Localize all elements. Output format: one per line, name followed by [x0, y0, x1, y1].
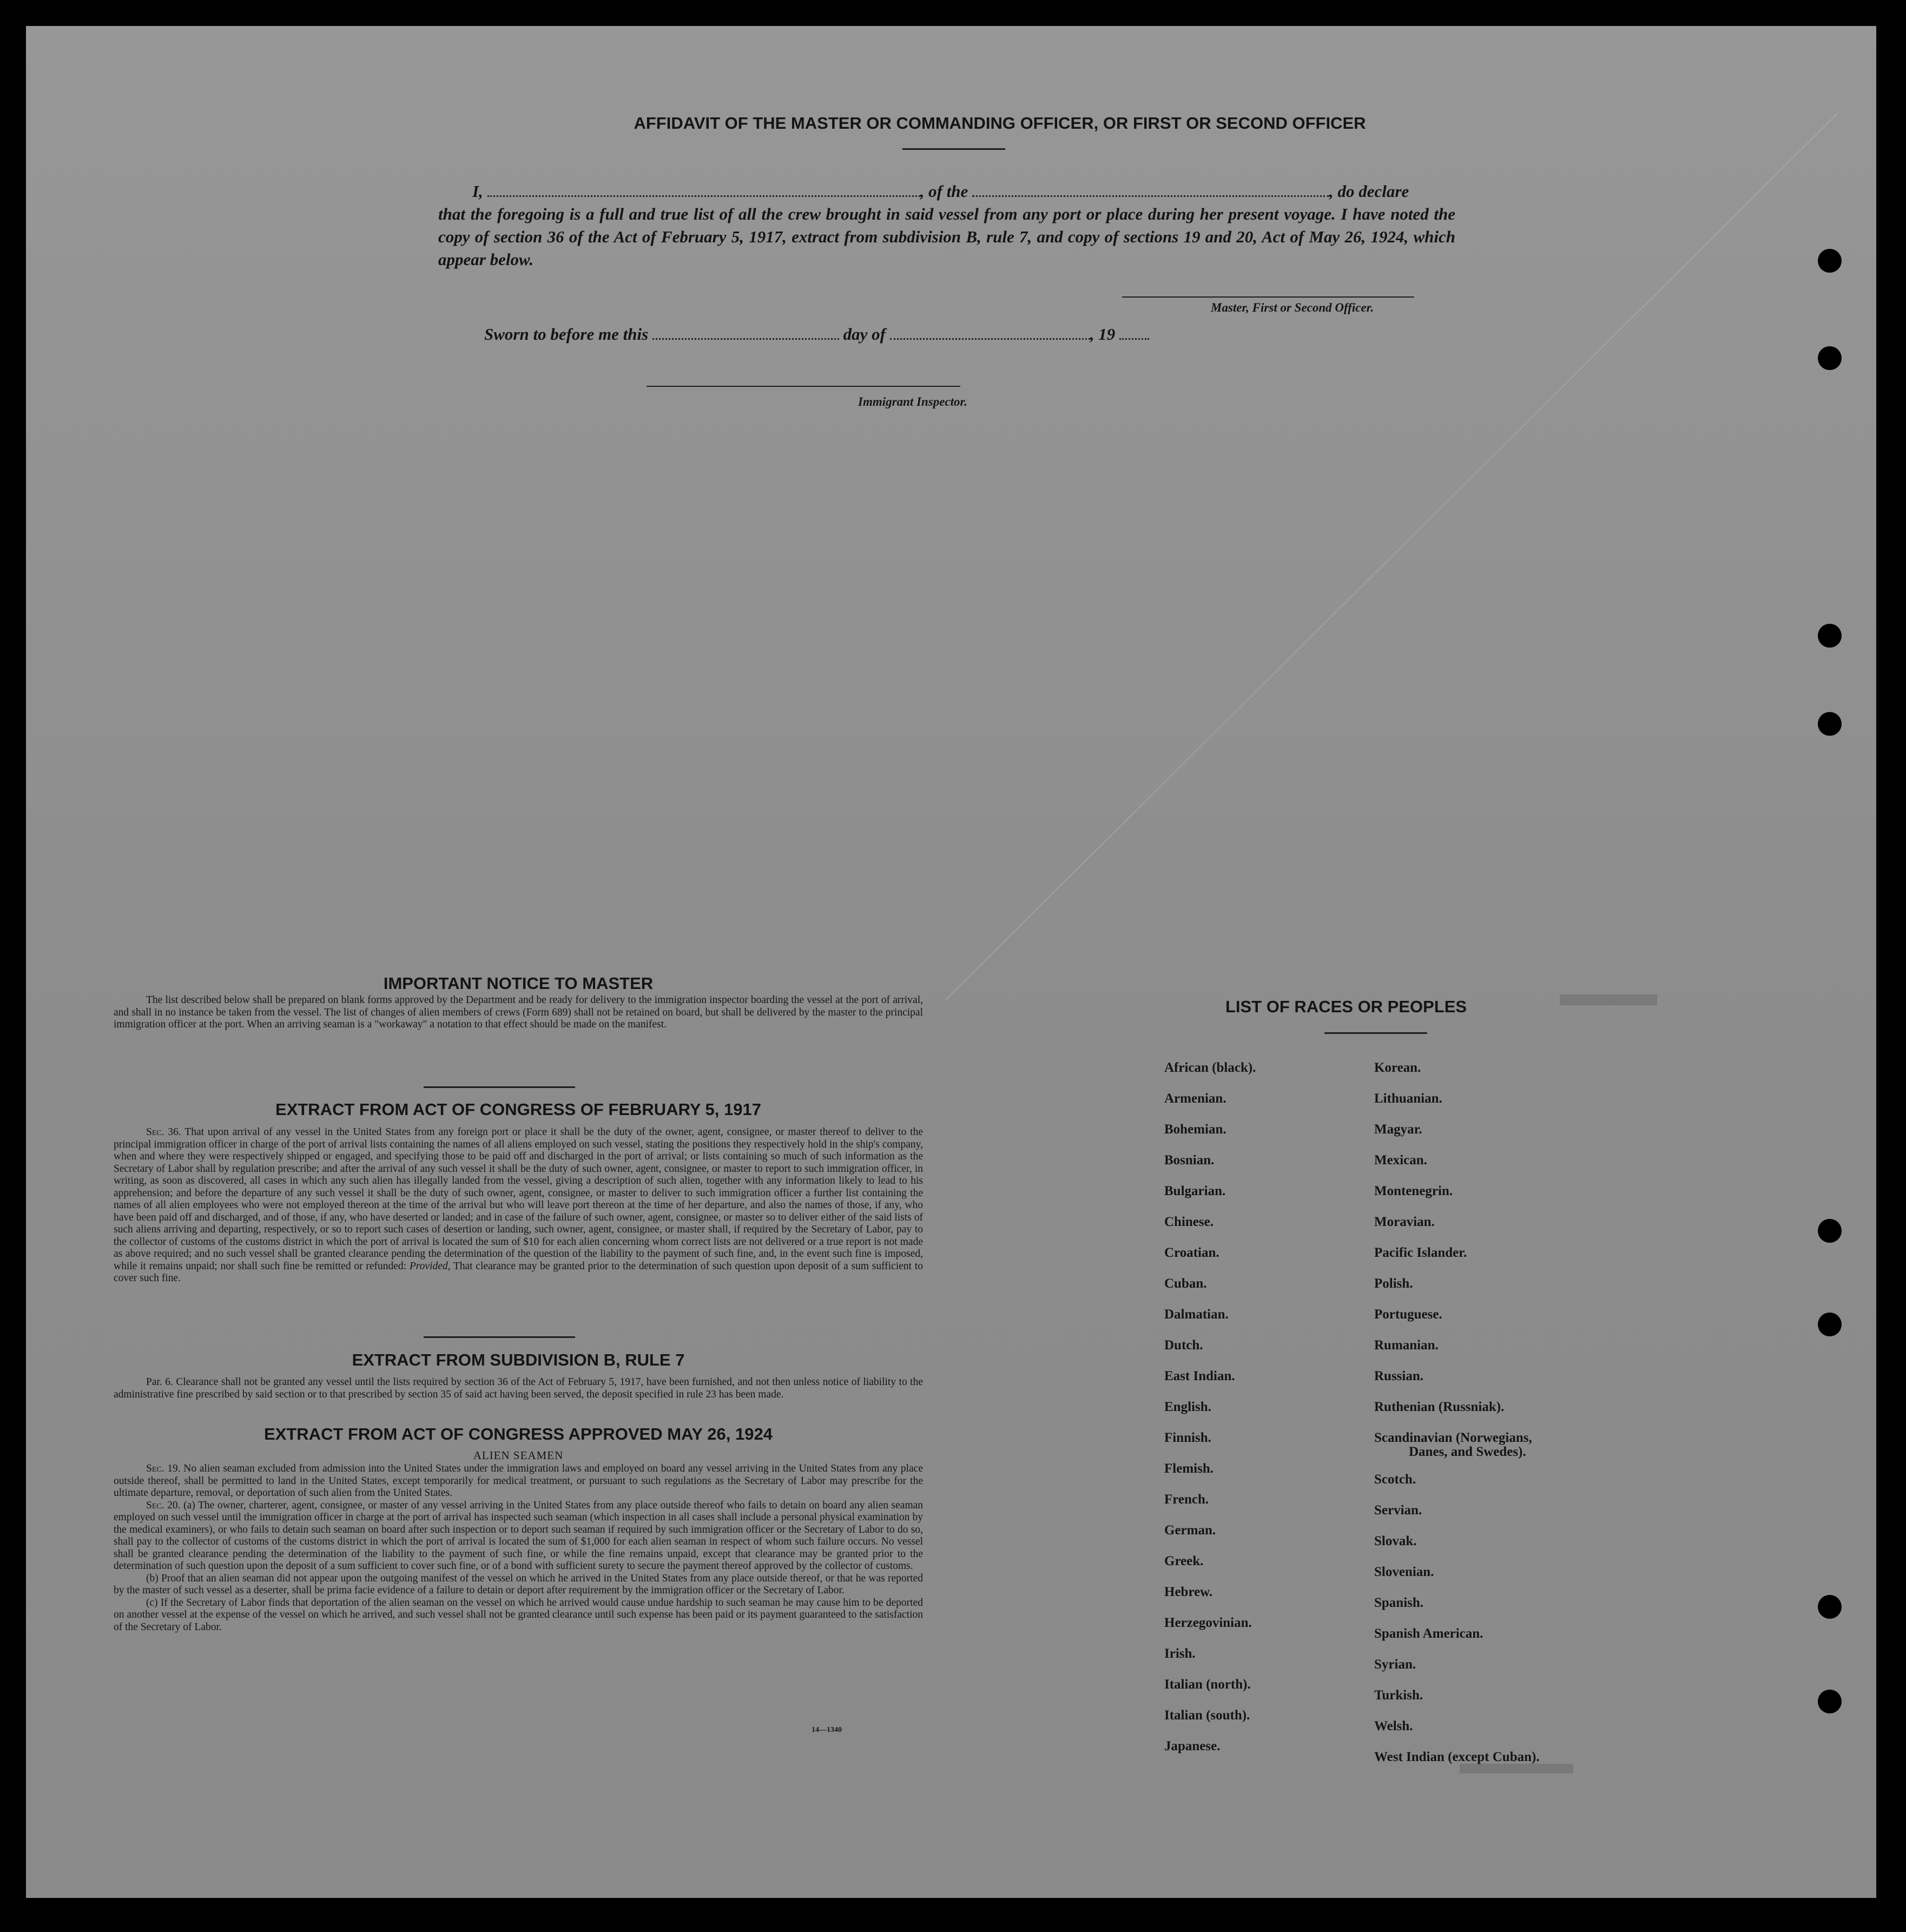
race-item: Magyar. — [1374, 1122, 1422, 1137]
race-item: Irish. — [1164, 1646, 1196, 1661]
affidavit-line-1 — [438, 180, 1455, 203]
inspector-signature-line[interactable] — [647, 386, 960, 387]
race-item: Bulgarian. — [1164, 1184, 1226, 1198]
vessel-name-field[interactable] — [972, 195, 1329, 197]
notice-text: The list described below shall be prepared on blank forms approved by the Department and be ready for delivery to the immigration inspector boarding the vessel at the port of arrival, and shall in no instance be taken from the vessel. The list of changes of alien members of crews (Form 689) shall not be retained on board, but shall be delivered by the master to the principal immigration officer at the port. When an arriving seaman is a "workaway" a notation to that effect should be made on the manifest. — [114, 994, 923, 1030]
sec20a-text: (a) The owner, charterer, agent, consignee, or master of any vessel arriving in the United States from any place outside thereof who fails to detain on board any alien seaman employed on such vessel until the immigration officer in charge at the port of arrival has inspected such seaman (which inspection in all cases shall include a personal physical examination by the medical examiners), or who fails to detain such seaman on board after such inspection or to deport such seaman if required by such immigration officer or the Secretary of Labor to do so, shall pay to the collector of customs of the customs district in which the port of arrival is located the sum of $1,000 for each alien seaman in respect of whom such failure occurs. No vessel shall be granted clearance pending the determination of the liability to the payment of such fine, or while the fine remains unpaid, except that clearance may be granted prior to the determination of such question upon the deposit of a sum sufficient to cover such fine, or of a bond with sufficient surety to secure the payment thereof approved by the collector of customs. — [114, 1499, 924, 1572]
extract-1924-title: EXTRACT FROM ACT OF CONGRESS APPROVED MAY 26, 1924 — [264, 1425, 773, 1443]
sec20-label: Sec. 20. — [146, 1499, 181, 1511]
sec19-label: Sec. 19. — [146, 1463, 181, 1474]
sworn-month-field[interactable] — [890, 338, 1090, 340]
races-title-rule — [1324, 1032, 1427, 1034]
race-item: Servian. — [1374, 1503, 1422, 1518]
affidavit-title: AFFIDAVIT OF THE MASTER OR COMMANDING OFFICER, OR FIRST OR SECOND OFFICER — [634, 114, 1366, 133]
bleed-through-mark — [1460, 1764, 1573, 1773]
race-item: African (black). — [1164, 1060, 1256, 1075]
extract-1917-title: EXTRACT FROM ACT OF CONGRESS OF FEBRUARY 5, 1917 — [275, 1100, 761, 1119]
race-item: Bosnian. — [1164, 1153, 1215, 1168]
races-title: LIST OF RACES OR PEOPLES — [1225, 997, 1467, 1016]
race-item: East Indian. — [1164, 1369, 1235, 1383]
race-item: Spanish American. — [1374, 1626, 1483, 1641]
do-declare-label: , do declare — [1329, 182, 1409, 201]
sworn-day-field[interactable] — [652, 338, 839, 340]
race-item: English. — [1164, 1400, 1211, 1414]
race-item: Cuban. — [1164, 1276, 1207, 1291]
race-item: Bohemian. — [1164, 1122, 1226, 1137]
alien-seamen-subtitle: ALIEN SEAMEN — [473, 1449, 564, 1462]
sworn-day-of: day of — [843, 325, 886, 344]
race-item: Slovenian. — [1374, 1565, 1434, 1579]
race-item: Armenian. — [1164, 1091, 1226, 1106]
extract-rule7-title: EXTRACT FROM SUBDIVISION B, RULE 7 — [352, 1350, 685, 1369]
affidavit-title-rule — [902, 148, 1005, 150]
master-signature-label: Master, First or Second Officer. — [1211, 301, 1374, 314]
race-item: Ruthenian (Russniak). — [1374, 1400, 1505, 1414]
race-item: Chinese. — [1164, 1215, 1213, 1229]
sec36-text-end: That clearance may be granted prior to the determination of such question upon deposit of a sum sufficient to cover such fine. — [114, 1260, 923, 1284]
race-item: Pacific Islander. — [1374, 1245, 1467, 1260]
sworn-year-prefix: , 19 — [1090, 325, 1116, 344]
race-item: Mexican. — [1374, 1153, 1427, 1168]
race-item: Italian (south). — [1164, 1708, 1250, 1723]
sec19-text: No alien seaman excluded from admission into the United States under the immigration laws and employed on board any vessel arriving in the United States from any place outside thereof, shall be permitted to land in the United States, except temporarily for medical treatment, or pursuant to such regulations as the Secretary of Labor may prescribe for the ultimate departure, removal, or deportation of such alien from the United States. — [114, 1463, 923, 1499]
race-item: Korean. — [1374, 1060, 1421, 1075]
race-item: Hebrew. — [1164, 1585, 1213, 1599]
race-item: Slovak. — [1374, 1534, 1417, 1548]
race-item: Herzegovinian. — [1164, 1616, 1252, 1630]
sec36-text: That upon arrival of any vessel in the United States from any foreign port or place it shall be the duty of the owner, agent, consignee, or master thereof to deliver to the principal immigration officer in charge of the port of arrival lists containing the names of all aliens employed on such vessel, stating the positions they respectively hold in the ship's company, when and where they were respectively shipped or engaged, and specifying those to be paid off and discharged in the port of arrival; or lists containing so much of such information as the Secretary of Labor shall by regulation prescribe; and after the arrival of any such vessel it shall be the duty of such owner, agent, consignee, or master to report to such immigration officer, in writing, as soon as discovered, all cases in which any such alien has illegally landed from the vessel, giving a description of such alien, together with any information likely to lead to his apprehension; and before the departure of any such vessel it shall be the duty of such owner, agent, consignee, or master to deliver to such immigration officer a further list containing the names of all alien employees who were not employed thereon at the time of the arrival but who will leave port thereon at the time of her departure, and also the names of those, if any, who have been paid off and discharged, and of those, if any, who have deserted or landed; and in case of the failure of such owner, agent, consignee, or master so to deliver either of the said lists of such aliens arriving and departing, respectively, or so to report such cases of desertion or landing, such owner, agent, consignee, or master shall, if required by the Secretary of Labor, pay to the collector of customs of the customs district in which the port of arrival is located the sum of $10 for each alien concerning whom correct lists are not delivered or a true report is not made as above required; and no such vessel shall be granted clearance pending the determination of the question of the liability to the payment of such fine, and, in the event such fine is imposed, while it remains unpaid; nor shall such fine be remitted or refunded: — [114, 1126, 923, 1272]
race-item-continuation: Danes, and Swedes). — [1409, 1445, 1526, 1459]
bleed-through-mark — [1560, 994, 1657, 1005]
extract-1917-text — [114, 1126, 923, 1285]
race-item: Spanish. — [1374, 1595, 1424, 1610]
document-sheet — [26, 26, 1876, 1898]
extract-rule7-text: Par. 6. Clearance shall not be granted any vessel until the lists required by section 36 of the Act of February 5, 1917, have been furnished, and not then unless notice of liability to the administrative fine prescribed by said section or to that prescribed by section 35 of said act having been served, the deposit specified in rule 23 has been made. — [114, 1376, 923, 1400]
race-item: Montenegrin. — [1374, 1184, 1453, 1198]
sworn-line — [484, 325, 1149, 344]
race-item: Rumanian. — [1374, 1338, 1439, 1353]
notice-rule — [424, 1086, 575, 1088]
race-item: Portuguese. — [1374, 1307, 1442, 1322]
sec20c-paragraph: (c) If the Secretary of Labor finds that deportation of the alien seaman on the vessel on which he arrived would cause undue hardship to such seaman he may cause him to be deported on another vessel at the expense of the vessel on which he arrived, and such vessel shall not be granted clearance until such expense has been paid or its payment guaranteed to the satisfaction of the Secretary of Labor. — [114, 1597, 923, 1633]
master-signature-line[interactable] — [1122, 296, 1414, 298]
race-item: Dutch. — [1164, 1338, 1203, 1353]
affidavit-body: that the foregoing is a full and true list of all the crew brought in said vessel from any port or place during her present voyage. I have noted the copy of section 36 of the Act of February 5, 1917, extract from subdivision B, rule 7, and copy of sections 19 and 20, Act of May 26, 1924, which appear below. — [438, 205, 1455, 269]
race-item: French. — [1164, 1492, 1209, 1507]
of-the-label: , of the — [920, 182, 968, 201]
provided-word: Provided, — [409, 1260, 451, 1272]
i-label: I, — [472, 182, 483, 201]
race-item: Japanese. — [1164, 1739, 1221, 1753]
sec19-paragraph — [114, 1463, 923, 1500]
race-item: German. — [1164, 1523, 1216, 1538]
race-item: West Indian (except Cuban). — [1374, 1750, 1540, 1764]
race-item: Lithuanian. — [1374, 1091, 1442, 1106]
affidavit-declaration — [438, 180, 1455, 271]
race-item: Finnish. — [1164, 1430, 1211, 1445]
race-item: Croatian. — [1164, 1245, 1219, 1260]
race-item: Flemish. — [1164, 1461, 1213, 1476]
race-item: Moravian. — [1374, 1215, 1435, 1229]
race-item: Polish. — [1374, 1276, 1413, 1291]
sec36-label: Sec. 36. — [146, 1126, 181, 1138]
sworn-prefix: Sworn to before me this — [484, 325, 649, 344]
sec20a-paragraph — [114, 1500, 923, 1573]
sec20b-paragraph: (b) Proof that an alien seaman did not appear upon the outgoing manifest of the vessel on which he arrived in the United States from any place outside thereof, or that he was reported by the master of such vessel as a deserter, shall be prima facie evidence of a failure to detain or deport after requirement by the immigration officer or the Secretary of Labor. — [114, 1572, 923, 1596]
extract-1917-rule — [424, 1336, 575, 1338]
form-number: 14—1340 — [812, 1726, 842, 1734]
officer-name-field[interactable] — [487, 195, 920, 197]
sworn-year-field[interactable] — [1119, 338, 1149, 340]
race-item: Dalmatian. — [1164, 1307, 1229, 1322]
race-item: Russian. — [1374, 1369, 1424, 1383]
race-item: Welsh. — [1374, 1719, 1413, 1733]
race-item: Syrian. — [1374, 1657, 1416, 1672]
race-item: Scandinavian (Norwegians, — [1374, 1430, 1532, 1445]
race-item: Scotch. — [1374, 1472, 1416, 1487]
race-item: Greek. — [1164, 1554, 1204, 1568]
extract-1924-text — [114, 1463, 923, 1633]
notice-title: IMPORTANT NOTICE TO MASTER — [383, 974, 654, 993]
inspector-label: Immigrant Inspector. — [858, 395, 967, 408]
race-item: Italian (north). — [1164, 1677, 1251, 1692]
race-item: Turkish. — [1374, 1688, 1423, 1703]
